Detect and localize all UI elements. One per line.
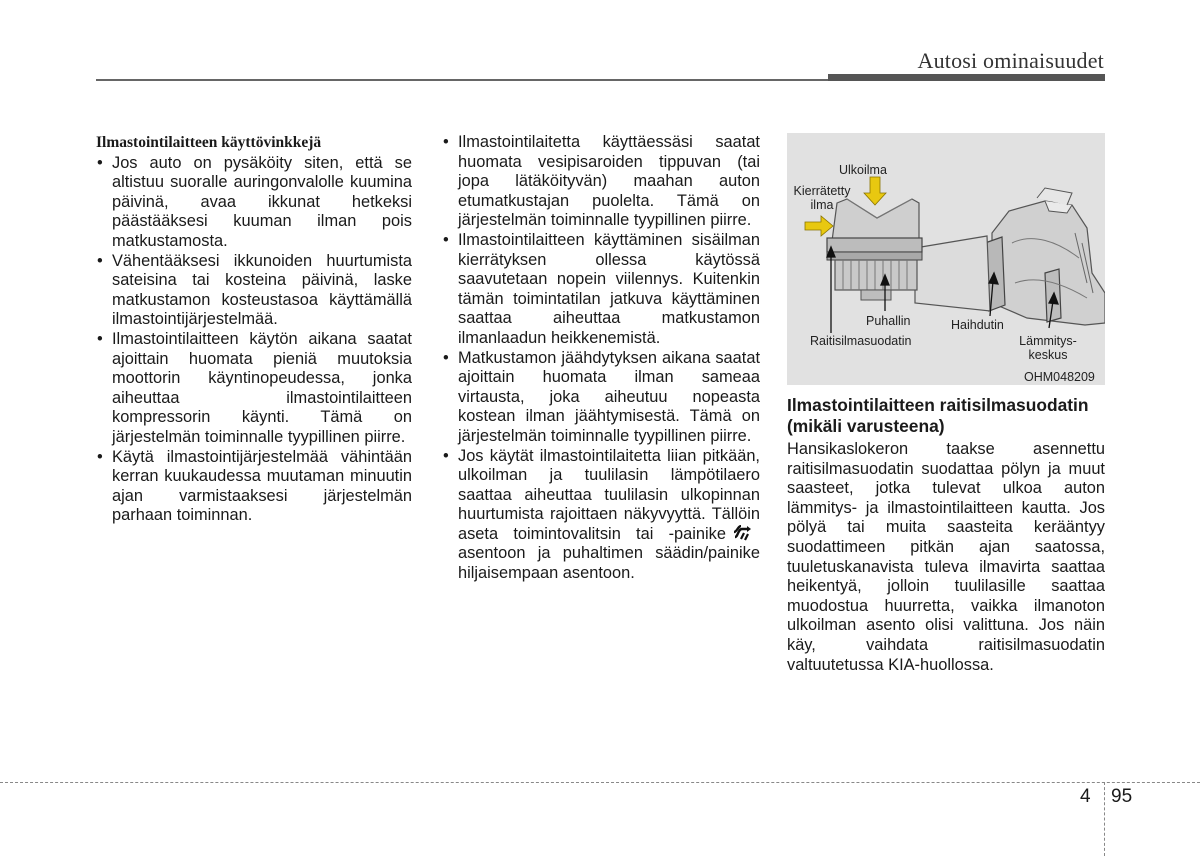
footer-divider: [0, 782, 1200, 783]
label-outside-air: Ulkoilma: [839, 163, 887, 177]
label-recirc-air: Kierrätetty ilma: [793, 184, 851, 212]
list-item: • Vähentääksesi ikkunoiden huurtumista sateisina tai kosteina päivinä, laske matkustamon kosteustasoa käyttämällä ilmastointijärjestelmää.: [96, 252, 412, 330]
section-heading: Ilmastointilaitteen käyttövinkkejä: [96, 134, 322, 151]
list-item: [442, 447, 760, 584]
tips-list: [96, 154, 412, 526]
list-item-text: asentoon ja puhaltimen säädin/painike hiljaisempaan asentoon.: [458, 544, 760, 583]
body-paragraph: Hansikaslokeron taakse asennettu raitisilmasuodatin suodattaa pölyn ja muut saasteet, jotka tulevat ulkoa auton lämmitys- ja ilmastointilaitteen kautta. Jos pölyä tai muita saasteita kerääntyy suodattimeen pitkän ajan saatossa, tuuletuskanavista tuleva ilmavirta saattaa heikentyä, jolloin tuulilasille saattaa muodostua huurretta, vaikka ilmanoton ulkoilman asento olisi valittuna. Jos näin käy, vaihdata raitisilmasuodatin valtuutetussa KIA-huollossa.: [787, 440, 1105, 674]
list-item: • Ilmastointilaitteen käytön aikana saatat ajoittain huomata pieniä muutoksia moottorin käyntinopeudessa, jonka aiheuttaa ilmastointilaitteen kompressorin käynti. Tämä on järjestelmän toiminnalle tyypillinen piirre.: [96, 330, 412, 448]
column-3: [787, 133, 1105, 675]
label-evaporator: Haihdutin: [951, 318, 1004, 332]
page-number: 95: [1111, 786, 1133, 807]
tips-list-continued: [442, 133, 760, 584]
figure-code: OHM048209: [1024, 370, 1095, 384]
section-heading: Ilmastointilaitteen raitisilmasuodatin (mikäli varusteena): [787, 395, 1089, 436]
page-header-title: Autosi ominaisuudet: [917, 48, 1104, 73]
label-heater-core: Lämmitys-keskus: [1019, 334, 1077, 362]
defrost-mode-icon: [732, 525, 752, 541]
footer-divider-vertical: [1104, 782, 1105, 856]
list-item: • Ilmastointilaitetta käyttäessäsi saatat huomata vesipisaroiden tippuvan (tai jopa lätäköityvän) maahan auton etumatkustajan puolelta. Tämä on järjestelmän toiminnalle tyypillinen piirre.: [442, 133, 760, 231]
chapter-number: 4: [1080, 786, 1091, 807]
header-rule: [96, 79, 828, 81]
list-item: • Ilmastointilaitteen käyttäminen sisäilman kierrätyksen ollessa käytössä saavutetaan nopein viilennys. Kuitenkin tämän toimintatilan jatkuva käyttäminen saattaa aiheuttaa matkustamon ilmanlaadun heikkenemistä.: [442, 231, 760, 349]
list-item: • Matkustamon jäähdytyksen aikana saatat ajoittain huomata ilman sameaa virtausta, joka aiheutuu nopeasta kostean ilman jäähtymisestä. Tämä on järjestelmän toiminnalle tyypillinen piirre.: [442, 349, 760, 447]
list-item-text: Jos käytät ilmastointilaitetta liian pitkään, ulkoilman ja tuulilasin lämpötilaero saattaa aiheuttaa tuulilasin ulkopinnan huurtumista rajoittaen näkyvyyttä. Tällöin aseta toimintovalitsin tai -painike: [458, 446, 760, 543]
label-blower: Puhallin: [866, 314, 911, 328]
list-item: • Käytä ilmastointijärjestelmää vähintään kerran kuukaudessa muutaman minuutin ajan varmistaaksesi järjestelmän parhaan toiminnan.: [96, 448, 412, 526]
column-1: [96, 133, 412, 526]
column-2: [442, 133, 760, 584]
list-item: • Jos auto on pysäköity siten, että se altistuu suoralle auringonvalolle kuumina päivinä, avaa ikkunat hetkeksi päästääksesi kuuman ilman pois matkustamosta.: [96, 154, 412, 252]
label-filter: Raitisilmasuodatin: [810, 334, 912, 348]
header-rule-accent: [828, 74, 1105, 81]
hvac-diagram: [787, 133, 1105, 385]
